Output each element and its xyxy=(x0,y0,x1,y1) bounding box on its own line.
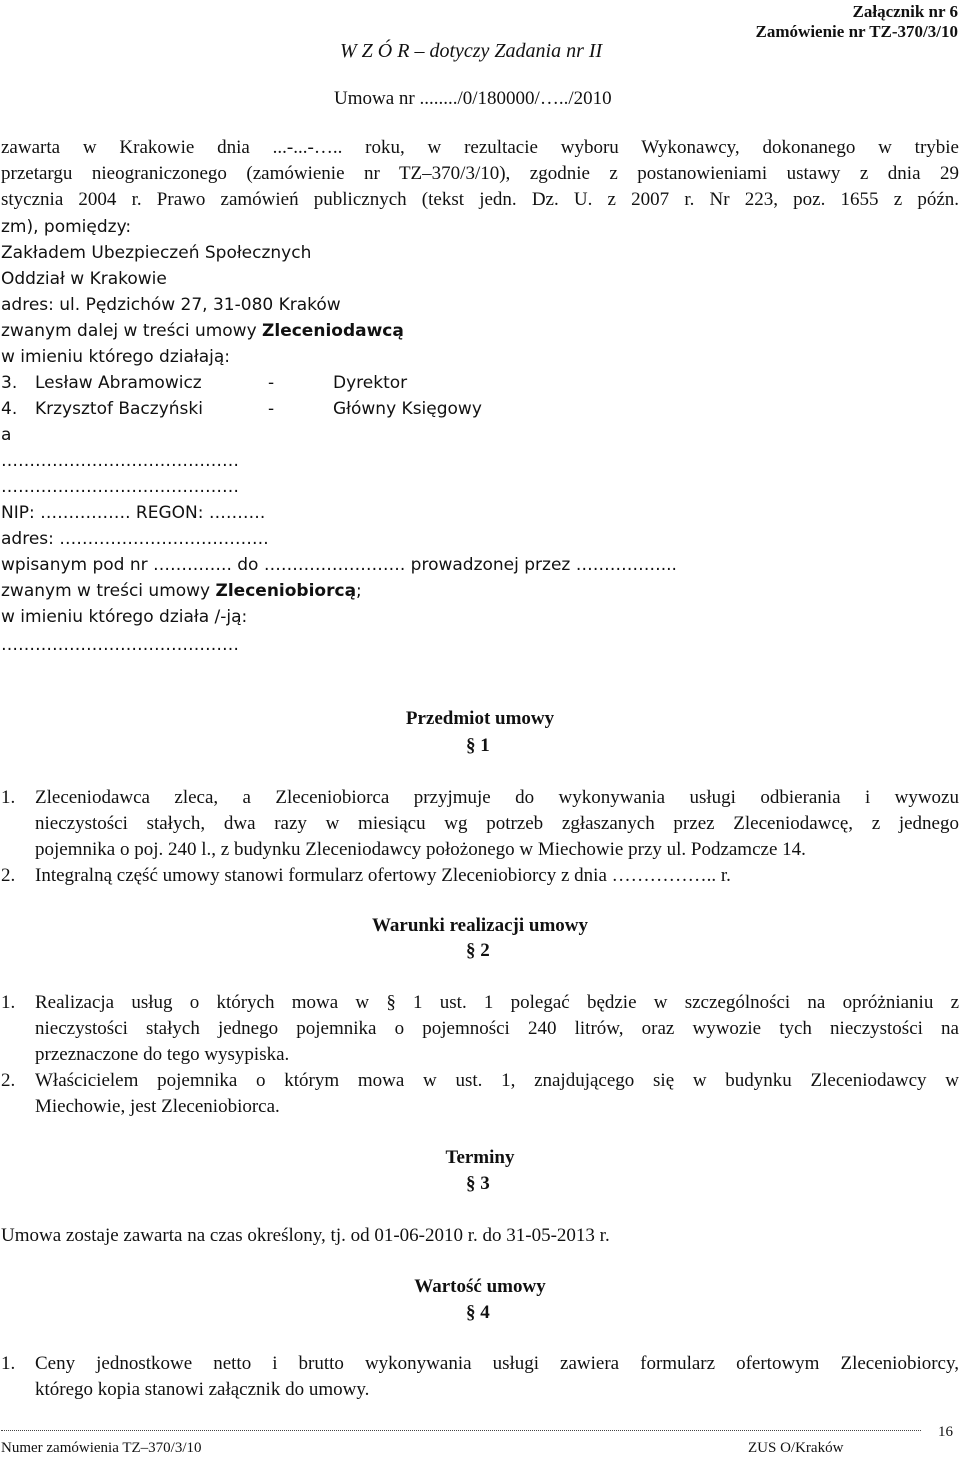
attachment-label: Załącznik nr 6 xyxy=(852,2,958,21)
footer-organization: ZUS O/Kraków xyxy=(748,1440,844,1456)
conjunction: a xyxy=(1,425,12,445)
page-number: 16 xyxy=(938,1424,953,1440)
nip-regon: NIP: ……………. REGON: ………. xyxy=(1,503,266,523)
section-symbol: § 4 xyxy=(466,1302,490,1323)
party1-called xyxy=(1,321,404,341)
rep-number: 3. xyxy=(1,373,18,393)
rep-number: 4. xyxy=(1,399,18,419)
contract-number: Umowa nr ......../0/180000/…../2010 xyxy=(334,88,612,109)
rep-name: Lesław Abramowicz xyxy=(35,373,202,393)
item-number: 2. xyxy=(1,865,16,886)
item-number: 2. xyxy=(1,1070,16,1091)
footer-divider xyxy=(1,1430,921,1431)
party1-address: adres: ul. Pędzichów 27, 31-080 Kraków xyxy=(1,295,341,315)
section-heading: Przedmiot umowy xyxy=(405,708,555,729)
item-line: Miechowie, jest Zleceniobiorca. xyxy=(35,1096,280,1117)
rep-name: Krzysztof Baczyński xyxy=(35,399,203,419)
blank-line: …………………………………… xyxy=(1,635,239,655)
item-number: 1. xyxy=(1,992,16,1013)
intro-line: przetargu nieograniczonego (zamówienie nr TZ–370/3/10), zgodnie z postanowieniami ustawy z dnia 29 xyxy=(1,163,959,184)
item-line: nieczystości stałych jednego pojemnika o pojemności 240 litrów, oraz wywozie tych nieczystości na xyxy=(35,1018,959,1039)
item-line: Ceny jednostkowe netto i brutto wykonywania usługi zawiera formularz ofertowym Zleceniobiorcy, xyxy=(35,1353,959,1374)
rep-dash: - xyxy=(268,373,275,393)
order-number: Zamówienie nr TZ-370/3/10 xyxy=(755,22,958,41)
rep-role: Dyrektor xyxy=(333,373,408,393)
footer-order-number: Numer zamówienia TZ–370/3/10 xyxy=(1,1440,202,1456)
item-line: przeznaczone do tego wysypiska. xyxy=(35,1044,290,1065)
party2-called xyxy=(1,581,362,601)
item-line: którego kopia stanowi załącznik do umowy. xyxy=(35,1379,370,1400)
party2-role: Zleceniobiorcą xyxy=(215,581,357,601)
item-line: Integralną część umowy stanowi formularz ofertowy Zleceniobiorcy z dnia …………….. r. xyxy=(35,865,731,886)
item-line: Zleceniodawca zleca, a Zleceniobiorca przyjmuje do wykonywania usługi odbierania i wywozu xyxy=(35,787,959,808)
item-number: 1. xyxy=(1,787,16,808)
item-number: 1. xyxy=(1,1353,16,1374)
section-symbol: § 3 xyxy=(466,1173,490,1194)
document-title: W Z Ó R – dotyczy Zadania nr II xyxy=(340,40,603,62)
intro-line: stycznia 2004 r. Prawo zamówień publicznych (tekst jedn. Dz. U. z 2007 r. Nr 223, poz. 1655 z późn. xyxy=(1,189,959,210)
blank-line: …………………………………… xyxy=(1,477,239,497)
item-line: Właścicielem pojemnika o którym mowa w ust. 1, znajdującego się w budynku Zleceniodawcy w xyxy=(35,1070,959,1091)
item-line: nieczystości stałych, dwa razy w miesiącu wg potrzeb zgłaszanych przez Zleceniodawcę, z jednego xyxy=(35,813,959,834)
party1-name: Zakładem Ubezpieczeń Społecznych xyxy=(1,243,312,263)
party2-address: adres: ………………………………. xyxy=(1,529,269,549)
blank-line: …………………………………… xyxy=(1,451,239,471)
party2-behalf: w imieniu którego działa /-ją: xyxy=(1,607,248,627)
rep-role: Główny Księgowy xyxy=(333,399,482,419)
party1-behalf: w imieniu którego działają: xyxy=(1,347,231,367)
party2-called-prefix: zwanym w treści umowy xyxy=(1,581,216,601)
section-heading: Wartość umowy xyxy=(414,1276,546,1297)
section-symbol: § 1 xyxy=(466,735,490,756)
section-symbol: § 2 xyxy=(466,940,490,961)
party1-branch: Oddział w Krakowie xyxy=(1,269,167,289)
section-heading: Warunki realizacji umowy xyxy=(371,915,589,936)
party2-called-suffix: ; xyxy=(356,581,362,601)
party1-called-prefix: zwanym dalej w treści umowy xyxy=(1,321,263,341)
rep-dash: - xyxy=(268,399,275,419)
item-line: pojemnika o poj. 240 l., z budynku Zleceniodawcy położonego w Miechowie przy ul. Podzamcze 14. xyxy=(35,839,806,860)
terms-text: Umowa zostaje zawarta na czas określony, tj. od 01-06-2010 r. do 31-05-2013 r. xyxy=(1,1225,610,1246)
intro-line: zawarta w Krakowie dnia ...-...-….. roku, w rezultacie wyboru Wykonawcy, dokonanego w trybie xyxy=(1,137,959,158)
section-heading: Terminy xyxy=(445,1147,515,1168)
intro-line: zm), pomiędzy: xyxy=(1,217,132,237)
party2-registry: wpisanym pod nr ………….. do ……………………. prowadzonej przez ……………... xyxy=(1,555,677,575)
item-line: Realizacja usług o których mowa w § 1 ust. 1 polegać będzie w szczególności na opróżnianiu z xyxy=(35,992,959,1013)
party1-role: Zleceniodawcą xyxy=(262,321,404,341)
